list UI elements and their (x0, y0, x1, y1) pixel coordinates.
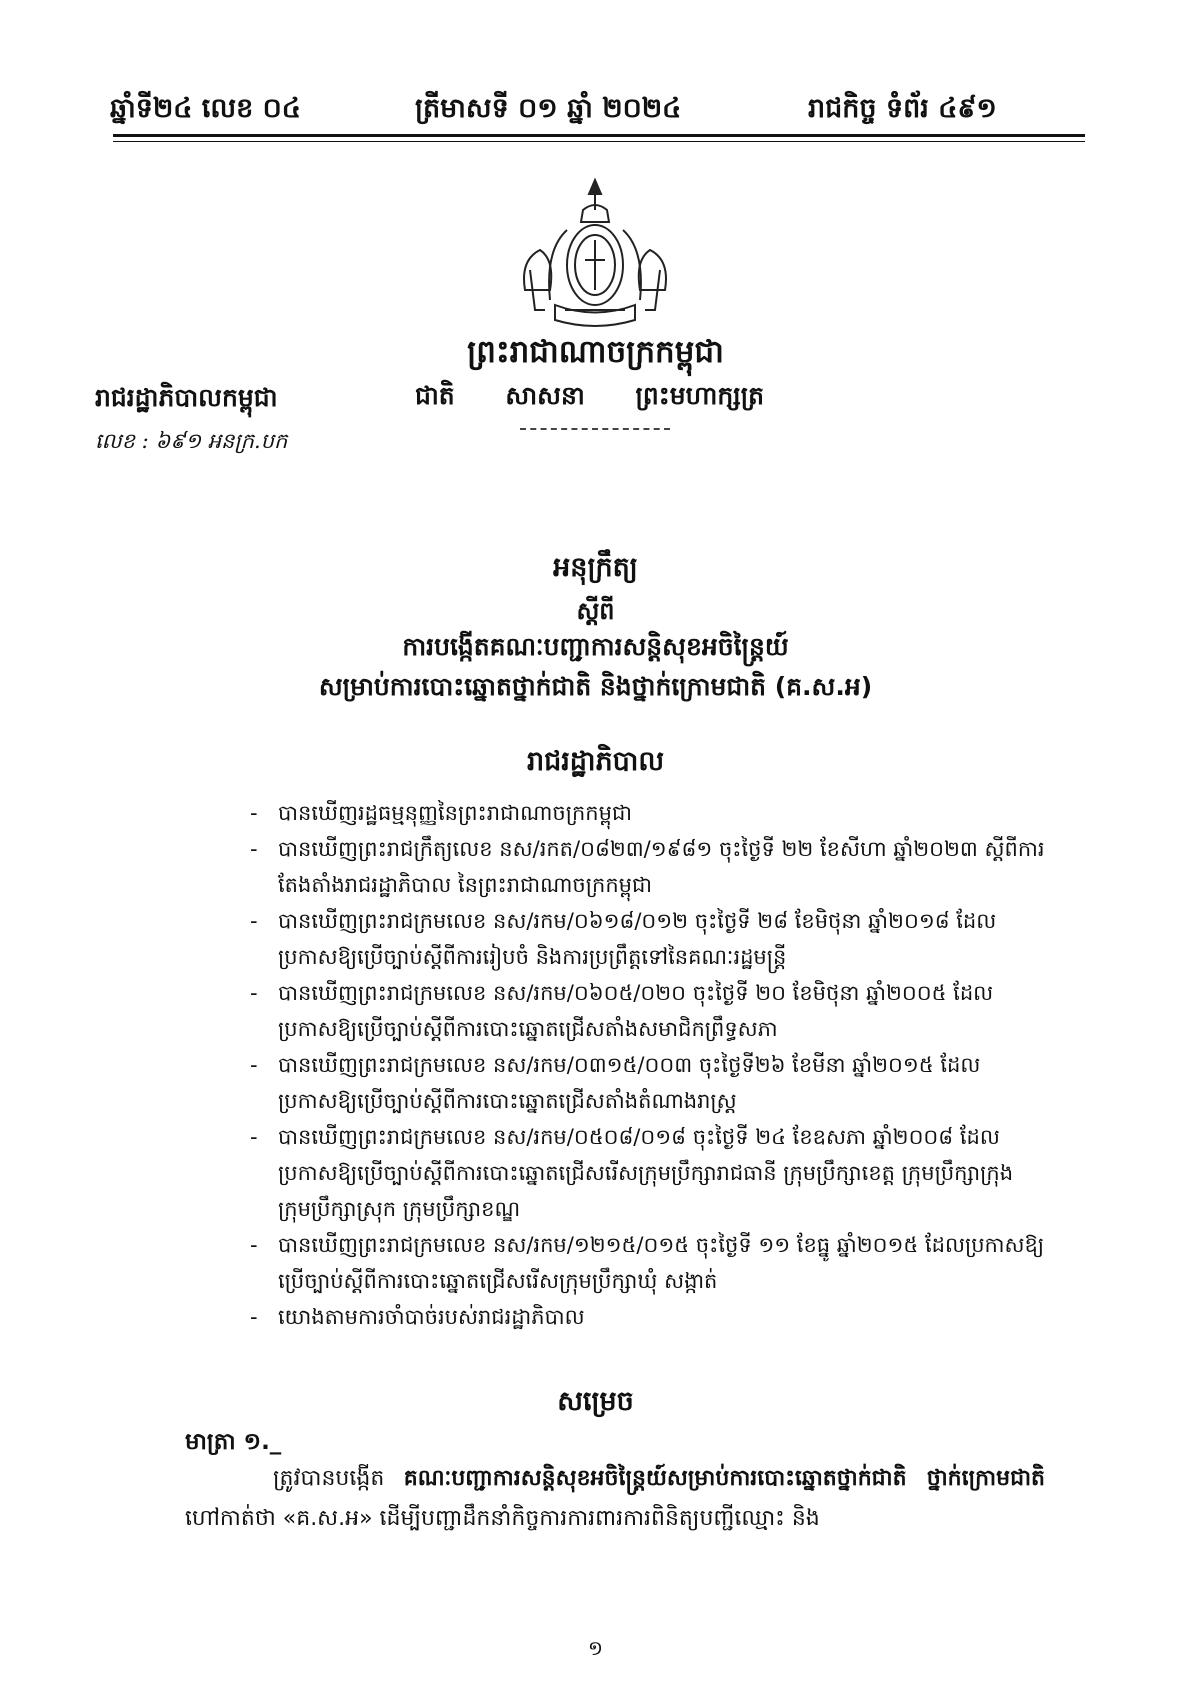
preamble-clauses (250, 795, 1050, 1335)
article-body (185, 1459, 1045, 1539)
royal-coat-of-arms (505, 170, 685, 335)
gazette-page: រាជកិច្ច ទំព័រ ៤៩១ (808, 93, 997, 124)
motto-nation: ជាតិ (415, 381, 455, 410)
article-lead: ត្រូវបានបង្កើត (273, 1466, 385, 1491)
header-rule-thick (113, 134, 1085, 137)
issuing-government: រាជរដ្ឋាភិបាលកម្ពុជា (95, 383, 278, 412)
subject-line-2: សម្រាប់ការបោះឆ្នោតថ្នាក់ជាតិ និងថ្នាក់ក្រោមជាតិ (គ.ស.អ) (318, 672, 873, 701)
clause-item: - បានឃើញព្រះរាជក្រមលេខ នស/រកម/០៥០៨/០១៨ ចុះថ្ងៃទី ២៤ ខែឧសភា ឆ្នាំ២០០៨ ដែលប្រកាសឱ្យប្រើច្បាប់ស្ដីពីការបោះឆ្នោតជ្រើសរើសក្រុមប្រឹក្សារាជធានី ក្រុមប្រឹក្សាខេត្ត ក្រុមប្រឹក្សាក្រុង ក្រុមប្រឹក្សាស្រុក ក្រុមប្រឹក្សាខណ្ឌ (250, 1125, 1014, 1221)
article-number: មាត្រា ១._ (185, 1429, 282, 1455)
subject-line-1: ការបង្កើតគណៈបញ្ជាការសន្តិសុខអចិន្ត្រៃយ៍ (402, 632, 789, 661)
kingdom-name: ព្រះរាជាណាចក្រកម្ពុជា (467, 334, 724, 370)
motto-divider (520, 428, 670, 430)
national-motto (415, 381, 806, 417)
authority-heading: រាជរដ្ឋាភិបាល (526, 746, 665, 777)
clause-item: - បានឃើញព្រះរាជក្រមលេខ នស/រកម/១២១៥/០១៥ ចុះថ្ងៃទី ១១ ខែធ្នូ ឆ្នាំ២០១៥ ដែលប្រកាសឱ្យប្រើច្បាប់ស្ដីពីការបោះឆ្នោតជ្រើសរើសក្រុមប្រឹក្សាឃុំ សង្កាត់ (250, 1233, 1045, 1293)
decision-heading: សម្រេច (557, 1386, 634, 1417)
clause-item: - បានឃើញព្រះរាជក្រឹត្យលេខ នស/រកត/០៨២៣/១៩៨១ ចុះថ្ងៃទី ២២ ខែសីហា ឆ្នាំ២០២៣ ស្ដីពីការតែងតាំងរាជរដ្ឋាភិបាល នៃព្រះរាជាណាចក្រកម្ពុជា (250, 837, 1045, 897)
gazette-quarter: ត្រីមាសទី ០១ ឆ្នាំ ២០២៤ (415, 93, 682, 124)
motto-king: ព្រះមហាក្សត្រ (635, 381, 765, 410)
clause-item: - បានឃើញព្រះរាជក្រមលេខ នស/រកម/០៣១៥/០០៣ ចុះថ្ងៃទី២៦ ខែមីនា ឆ្នាំ២០១៥ ដែលប្រកាសឱ្យប្រើច្បាប់ស្ដីពីការបោះឆ្នោតជ្រើសតាំងតំណាងរាស្ត្រ (250, 1053, 981, 1113)
page-number: ១ (587, 1636, 604, 1660)
gazette-year-issue: ឆ្នាំទី២៤ លេខ ០៤ (110, 93, 301, 124)
article-rest: ហៅកាត់ថា «គ.ស.អ» ដើម្បីបញ្ជាដឹកនាំកិច្ចការការពារការពិនិត្យបញ្ជីឈ្មោះ និង (185, 1506, 820, 1531)
clause-item: - បានឃើញព្រះរាជក្រមលេខ នស/រកម/០៦១៨/០១២ ចុះថ្ងៃទី ២៨ ខែមិថុនា ឆ្នាំ២០១៨ ដែលប្រកាសឱ្យប្រើច្បាប់ស្ដីពីការរៀបចំ និងការប្រព្រឹត្តទៅនៃគណៈរដ្ឋមន្ត្រី (250, 909, 997, 969)
header-rule-thin (113, 141, 1085, 142)
motto-religion: សាសនា (505, 381, 585, 410)
clause-item: - បានឃើញរដ្ឋធម្មនុញ្ញនៃព្រះរាជាណាចក្រកម្ពុជា (250, 801, 632, 825)
document-type: អនុក្រឹត្យ (553, 552, 638, 583)
article-bold-name: គណៈបញ្ជាការសន្តិសុខអចិន្ត្រៃយ៍សម្រាប់ការបោះឆ្នោតថ្នាក់ជាតិ ថ្នាក់ក្រោមជាតិ (403, 1466, 1046, 1491)
clause-item: - បានឃើញព្រះរាជក្រមលេខ នស/រកម/០៦០៥/០២០ ចុះថ្ងៃទី ២០ ខែមិថុនា ឆ្នាំ២០០៥ ដែលប្រកាសឱ្យប្រើច្បាប់ស្ដីពីការបោះឆ្នោតជ្រើសតាំងសមាជិកព្រឹទ្ធសភា (250, 981, 994, 1041)
reference-number: លេខ : ៦៩១ អនក្រ.បក (95, 429, 288, 453)
clause-item: - យោងតាមការចាំបាច់របស់រាជរដ្ឋាភិបាល (250, 1305, 585, 1329)
about-label: ស្ដីពី (576, 597, 615, 625)
